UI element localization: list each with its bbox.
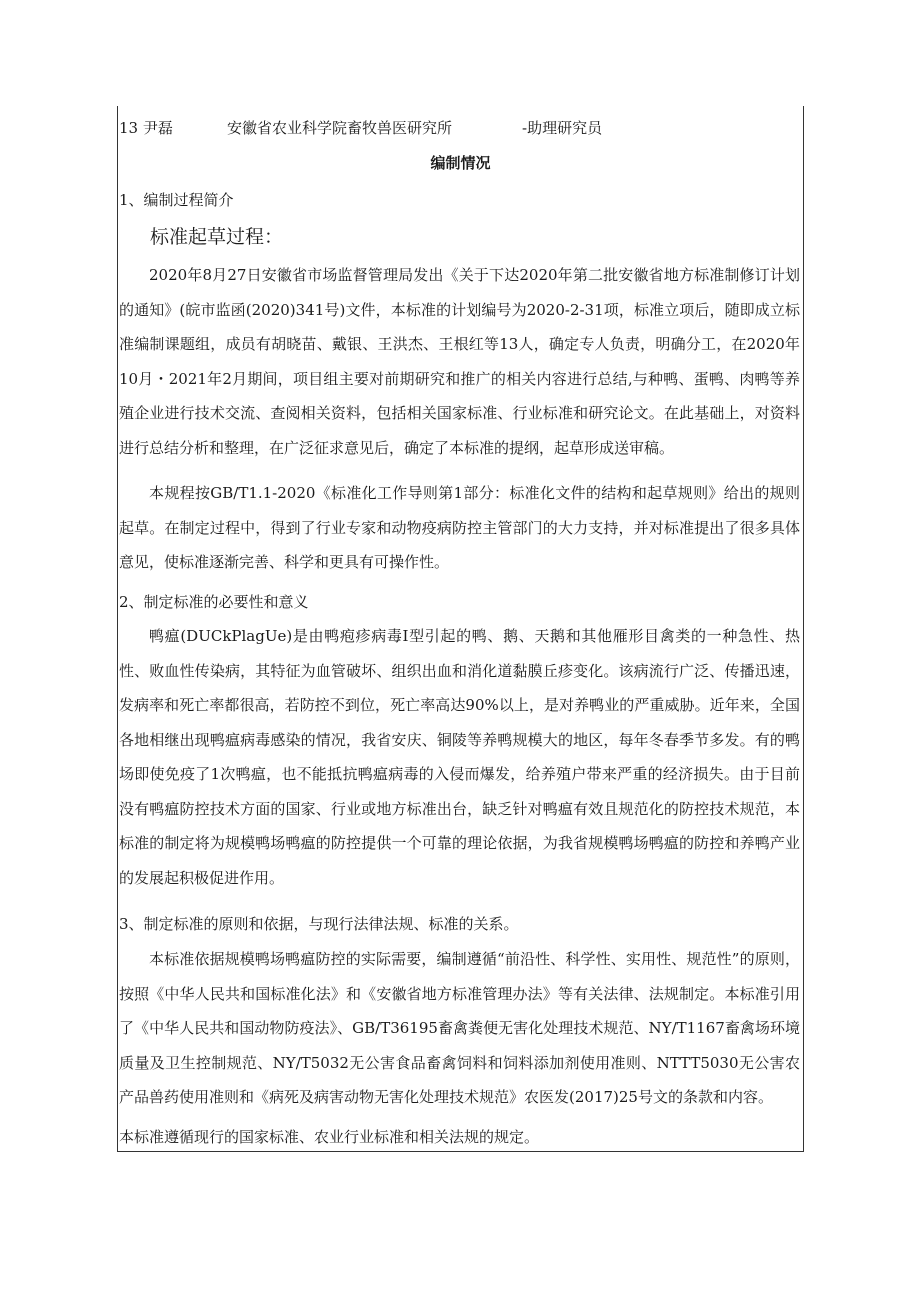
member-title: -助理研究员: [522, 119, 603, 137]
section-1-paragraph-1: 2020年8月27日安徽省市场监督管理局发出《关于下达2020年第二批安徽省地方标准制修订计划的通知》(皖市监函(2020)341号)文件，本标准的计划编号为2020-2-31项，标准立项后，随即成立标准编制课题组，成员有胡晓苗、戴银、王洪杰、王根红等13人，确定专人负责，明确分工，在2020年10月・2021年2月期间，项目组主要对前期研究和推广的相关内容进行总结,与种鸭、蛋鸭、肉鸭等养殖企业进行技术交流、查阅相关资料，包括相关国家标准、行业标准和研究论文。在此基础上，对资料进行总结分析和整理，在广泛征求意见后，确定了本标准的提纲，起草形成送审稿。: [119, 266, 800, 457]
member-organization: 安徽省农业科学院畜牧兽医研究所: [227, 119, 453, 137]
section-1-paragraph-2: 本规程按GB/T1.1-2020《标准化工作导则第1部分：标准化文件的结构和起草规则》给出的规则起草。在制定过程中，得到了行业专家和动物疫病防控主管部门的大力支持，并对标准提出了很多具体意见，使标准逐渐完善、科学和更具有可操作性。: [119, 484, 800, 571]
member-number-name: 13 尹磊: [119, 119, 173, 137]
drafting-process-subheading: 标准起草过程：: [150, 226, 284, 248]
section-3-last-line: 本标准遵循现行的国家标准、农业行业标准和相关法规的规定。: [119, 1128, 540, 1146]
section-3-paragraph: 本标准依据规模鸭场鸭瘟防控的实际需要，编制遵循“前沿性、科学性、实用性、规范性”的原则，按照《中华人民共和国标准化法》和《安徽省地方标准管理办法》等有关法律、法规制定。本标准引用了《中华人民共和国动物防疫法》、GB/T36195畜禽粪便无害化处理技术规范、NY/T1167畜禽场环境质量及卫生控制规范、NY/T5032无公害食品畜禽饲料和饲料添加剂使用准则、NTTT5030无公害农产品兽药使用准则和《病死及病害动物无害化处理技术规范》农医发(2017)25号文的条款和内容。: [119, 950, 800, 1106]
section-2-heading: 2、制定标准的必要性和意义: [119, 593, 309, 611]
section-2-paragraph: 鸭瘟(DUCkPlagUe)是由鸭疱疹病毒I型引起的鸭、鹅、天鹅和其他雁形目禽类的一种急性、热性、败血性传染病，其特征为血管破坏、组织出血和消化道黏膜丘疹变化。该病流行广泛、传播迅速，发病率和死亡率都很高，若防控不到位，死亡率高达90%以上，是对养鸭业的严重威胁。近年来，全国各地相继出现鸭瘟病毒感染的情况，我省安庆、铜陵等养鸭规模大的地区，每年冬春季节多发。有的鸭场即使免疫了1次鸭瘟，也不能抵抗鸭瘟病毒的入侵而爆发，给养殖户带来严重的经济损失。由于目前没有鸭瘟防控技术方面的国家、行业或地方标准出台，缺乏针对鸭瘟有效且规范化的防控技术规范，本标准的制定将为规模鸭场鸭瘟的防控提供一个可靠的理论依据，为我省规模鸭场鸭瘟的防控和养鸭产业的发展起积极促进作用。: [119, 627, 800, 887]
section-title: 编制情况: [430, 154, 491, 172]
section-1-heading: 1、编制过程简介: [119, 191, 234, 209]
section-3-heading: 3、制定标准的原则和依据，与现行法律法规、标准的关系。: [119, 915, 519, 933]
